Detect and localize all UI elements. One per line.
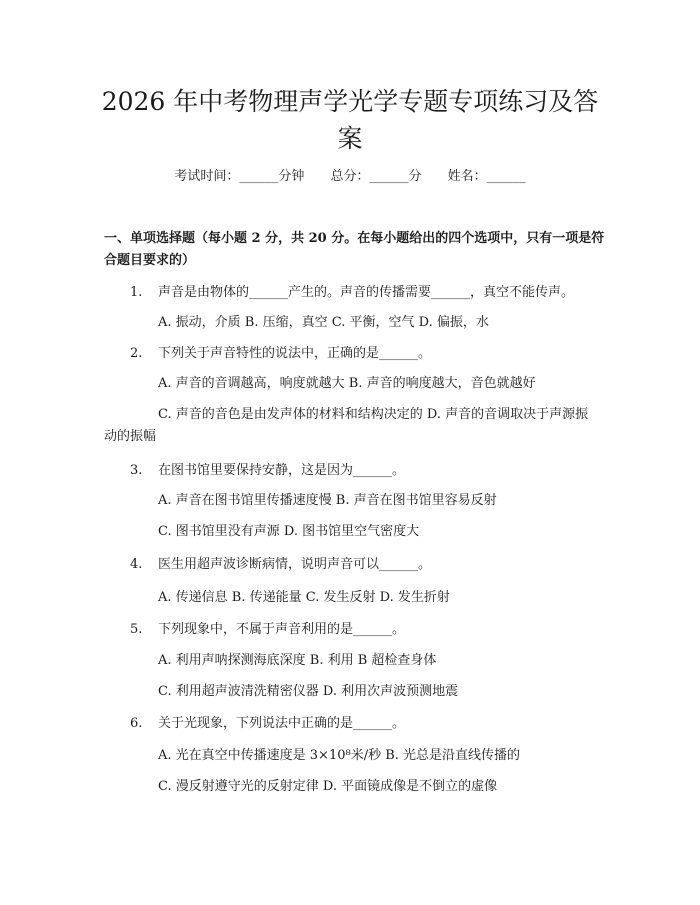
question-options: A. 利用声呐探测海底深度 B. 利用 B 超检查身体 — [158, 653, 437, 668]
question-number: 2. — [130, 346, 143, 361]
question-text: 声音是由物体的______产生的。声音的传播需要______，真空不能传声。 — [158, 285, 575, 300]
exam-time: 考试时间：______分钟 — [174, 169, 305, 184]
question-options: A. 振动，介质 B. 压缩，真空 C. 平衡，空气 D. 偏振，水 — [158, 315, 489, 330]
question-text: 医生用超声波诊断病情，说明声音可以______。 — [158, 557, 432, 572]
question-stem — [130, 713, 405, 735]
page-title-line-2: 案 — [337, 124, 363, 153]
question-options: A. 光在真空中传播速度是 3×10⁸米/秒 B. 光总是沿直线传播的 — [158, 748, 521, 763]
question-options: C. 漫反射遵守光的反射定律 D. 平面镜成像是不倒立的虚像 — [158, 779, 498, 794]
question-stem — [130, 554, 431, 576]
section-heading: 一、单项选择题（每小题 2 分，共 20 分。在每小题给出的四个选项中，只有一项是符合题目要求的） — [104, 231, 605, 268]
page-title-line-1: 2026 年中考物理声学光学专题专项练习及答 — [101, 87, 599, 116]
total-score: 总分：______分 — [330, 169, 422, 184]
question-number: 5. — [130, 622, 143, 637]
question-options: A. 传递信息 B. 传递能量 C. 发生反射 D. 发生折射 — [158, 590, 450, 605]
question-text: 下列现象中，不属于声音利用的是______。 — [158, 622, 406, 637]
question-options: A. 声音的音调越高，响度就越大 B. 声音的响度越大，音色就越好 — [158, 376, 536, 391]
exam-info-row — [0, 166, 700, 188]
student-name: 姓名：______ — [447, 169, 526, 184]
question-text: 关于光现象，下列说法中正确的是______。 — [158, 716, 406, 731]
question-number: 3. — [130, 463, 143, 478]
question-stem — [130, 343, 431, 365]
question-stem — [130, 619, 405, 641]
question-text: 在图书馆里要保持安静，这是因为______。 — [158, 463, 406, 478]
question-number: 4. — [130, 557, 143, 572]
question-stem — [130, 460, 405, 482]
question-options: C. 利用超声波清洗精密仪器 D. 利用次声波预测地震 — [158, 684, 459, 699]
question-options: C. 声音的音色是由发声体的材料和结构决定的 D. 声音的音调取决于声源振动的振幅 — [104, 407, 589, 444]
question-stem — [130, 282, 574, 304]
question-options: A. 声音在图书馆里传播速度慢 B. 声音在图书馆里容易反射 — [158, 493, 497, 508]
question-number: 1. — [130, 285, 143, 300]
question-number: 6. — [130, 716, 143, 731]
question-text: 下列关于声音特性的说法中，正确的是______。 — [158, 346, 432, 361]
question-options: C. 图书馆里没有声源 D. 图书馆里空气密度大 — [158, 524, 420, 539]
